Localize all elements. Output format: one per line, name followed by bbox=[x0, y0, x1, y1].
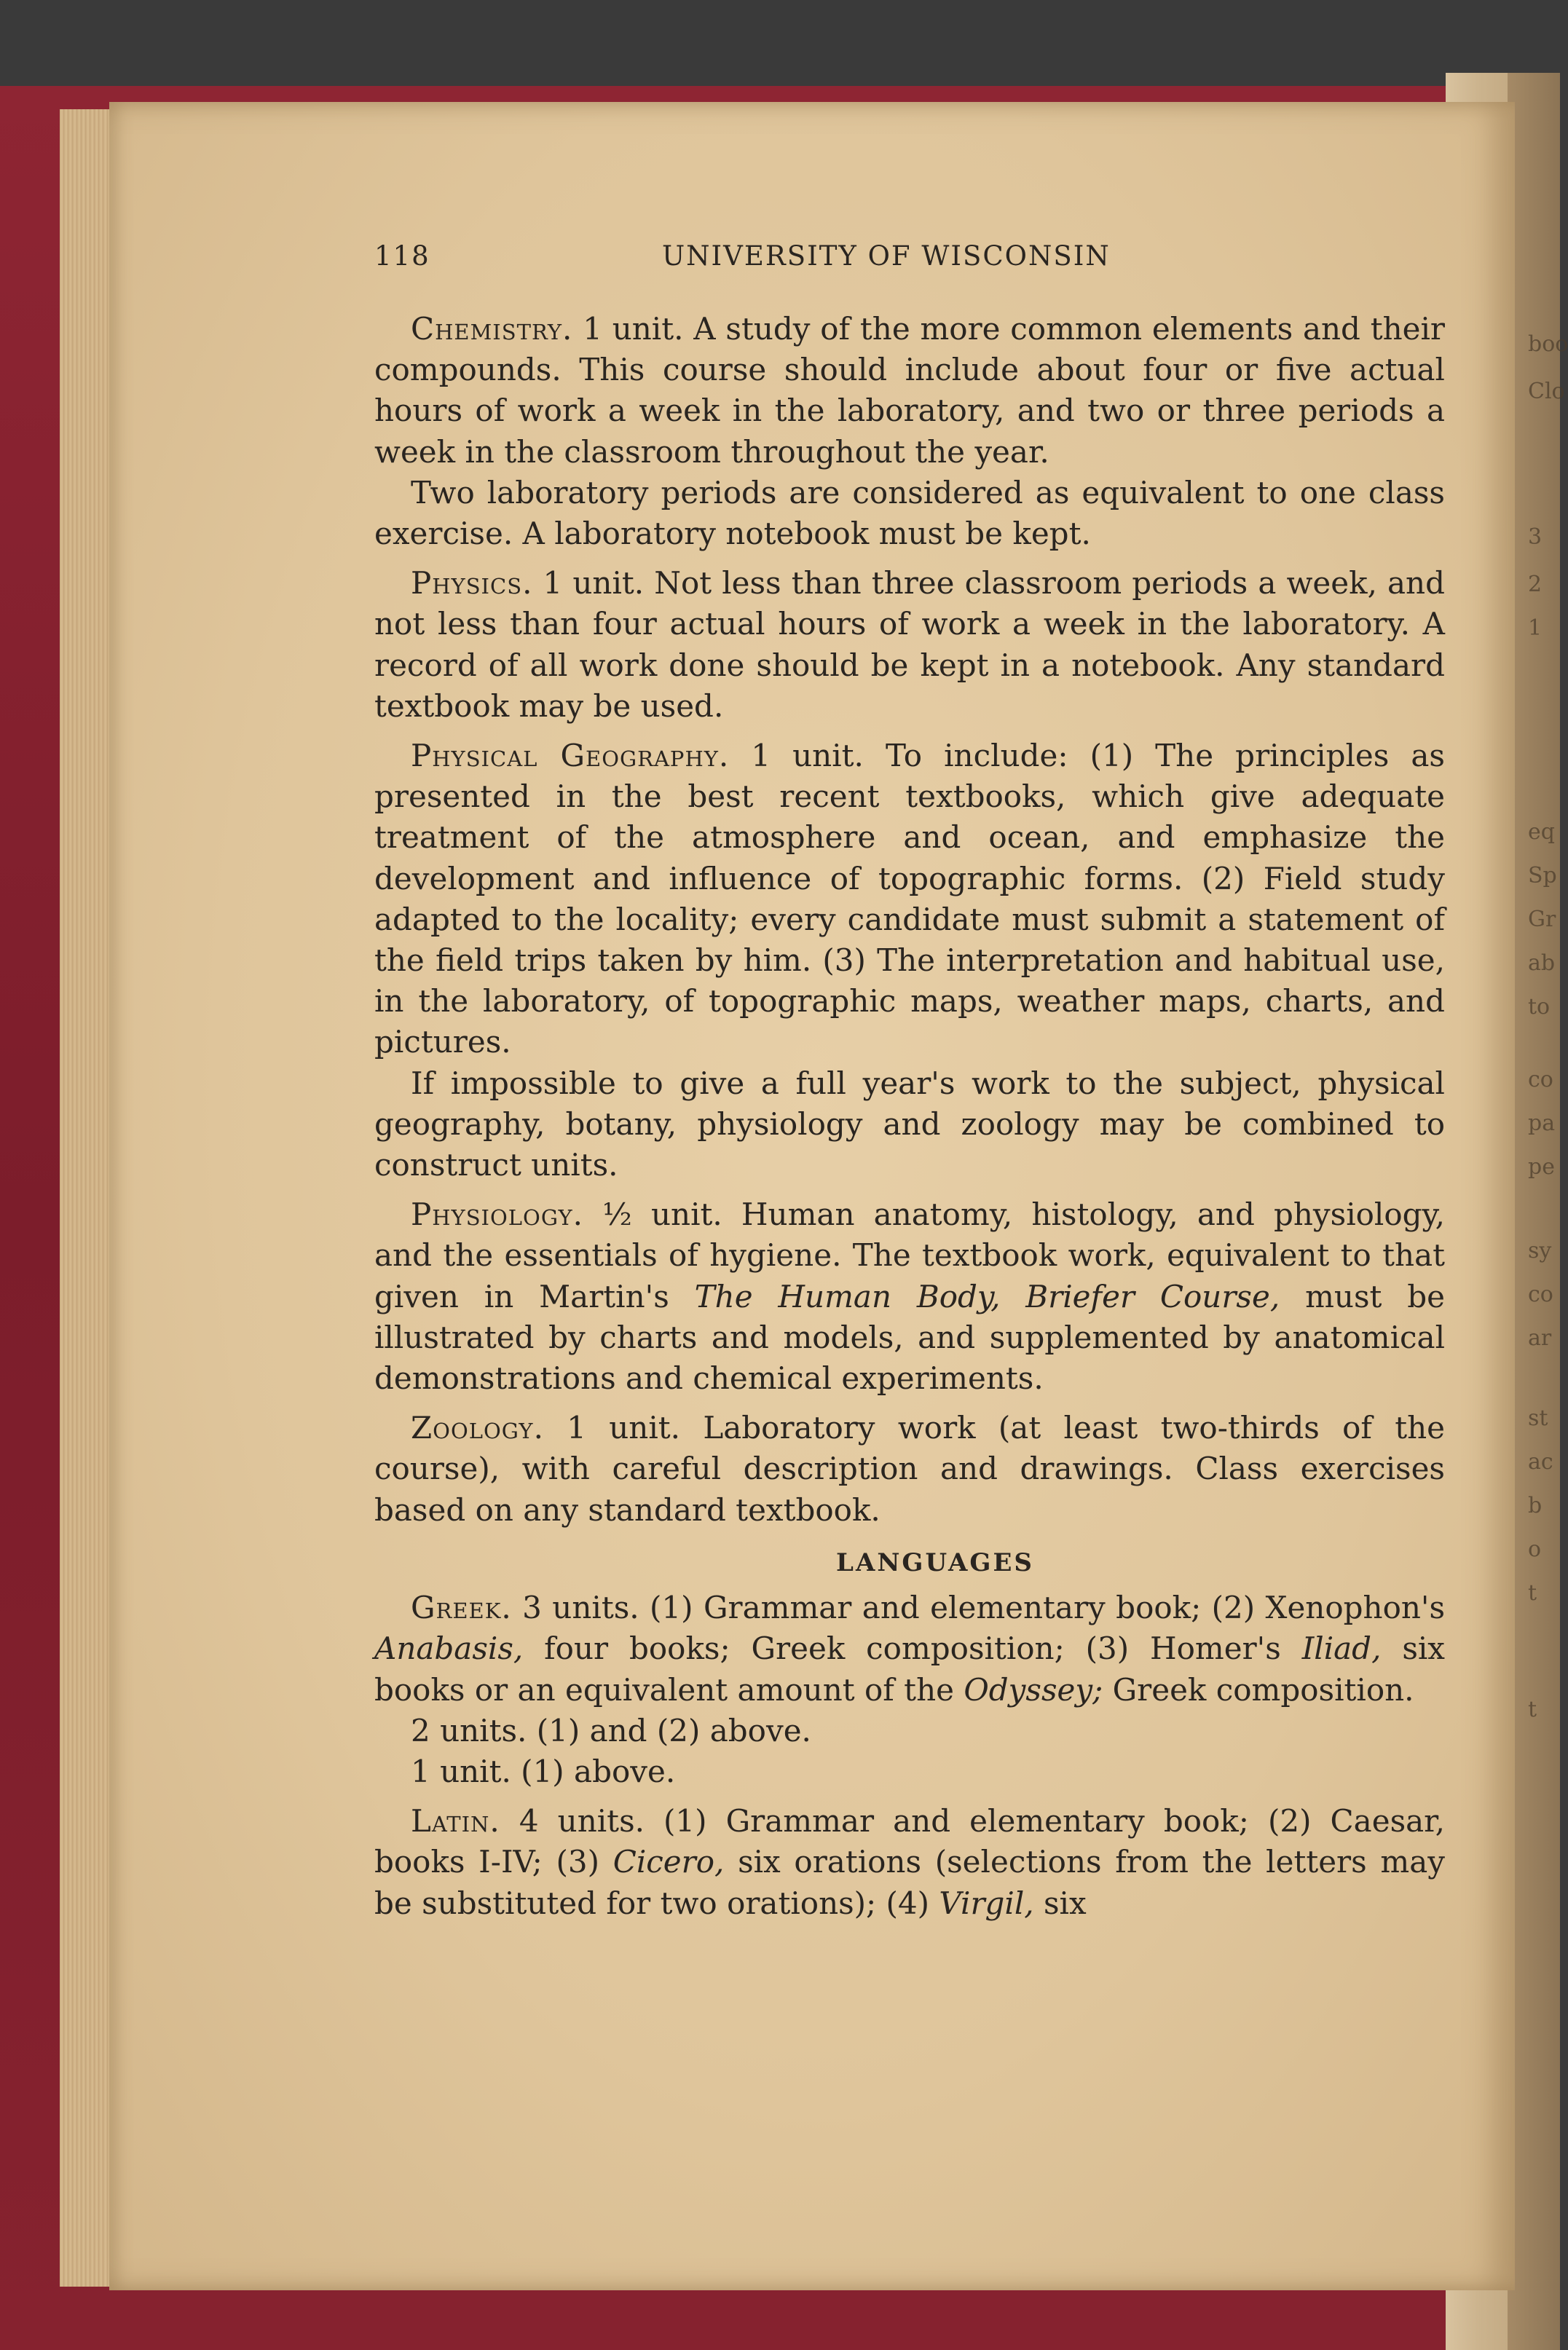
fragment-16: st bbox=[1528, 1405, 1548, 1431]
physical-geography-paragraph bbox=[374, 736, 1445, 1063]
greek-text-c: six books or an equivalent amount of the bbox=[374, 1631, 1445, 1708]
fragment-12: pe bbox=[1528, 1154, 1555, 1180]
greek-odyssey: Odyssey; bbox=[964, 1671, 1103, 1708]
greek-text-a: (1) Grammar and elementary book; (2) Xenophon's bbox=[650, 1590, 1446, 1626]
facing-page-shadow bbox=[1508, 73, 1560, 2350]
physics-text: Not less than three classroom periods a week, and not less than four actual hours of work a week in the laboratory. A record of all work done should be kept in a notebook. Any standard textbook may be used. bbox=[374, 565, 1445, 724]
physiology-heading: Physiology. bbox=[411, 1196, 583, 1233]
latin-heading: Latin. bbox=[411, 1803, 500, 1840]
fragment-17: ac bbox=[1528, 1449, 1553, 1475]
fragment-0: boo bbox=[1528, 331, 1568, 357]
chemistry-paragraph bbox=[374, 309, 1445, 473]
greek-iliad: Iliad, bbox=[1301, 1631, 1382, 1667]
greek-one-unit: 1 unit. (1) above. bbox=[411, 1753, 676, 1789]
fragment-5: eq bbox=[1528, 819, 1555, 845]
physical-geography-units: 1 unit. bbox=[751, 738, 864, 774]
greek-paragraph bbox=[374, 1588, 1445, 1711]
latin-paragraph bbox=[374, 1801, 1445, 1924]
fragment-8: ab bbox=[1528, 950, 1556, 976]
latin-virgil: Virgil, bbox=[939, 1885, 1034, 1921]
physical-geography-note: If impossible to give a full year's work to the subject, physical geography, botany, physiology and zoology may be combined to construct units. bbox=[374, 1065, 1445, 1183]
fragment-14: co bbox=[1528, 1282, 1553, 1307]
page-body bbox=[374, 309, 1445, 1924]
greek-units: 3 units. bbox=[522, 1590, 639, 1626]
page-number: 118 bbox=[374, 240, 430, 272]
latin-text-c: six bbox=[1044, 1885, 1087, 1921]
physics-units: 1 unit. bbox=[543, 565, 645, 602]
fragment-1: Clo bbox=[1528, 379, 1565, 404]
chemistry-units: 1 unit. bbox=[583, 311, 684, 347]
chemistry-note: Two laboratory periods are considered as equivalent to one class exercise. A laboratory notebook must be kept. bbox=[374, 474, 1445, 552]
latin-text-a: (1) Grammar and elementary book; (2) Caesar, books I-IV; (3) bbox=[374, 1803, 1445, 1880]
physics-heading: Physics. bbox=[411, 565, 533, 602]
physical-geography-text: To include: (1) The principles as presented in the best recent textbooks, which give adequate treatment of the atmosphere and ocean, and emphasize the development and influence of topographic forms. (2) Field study adapted to the locality; every candidate must submit a statement of the field trips taken by him. (3) The interpretation and habitual use, in the laboratory, of topographic maps, weather maps, charts, and pictures. bbox=[374, 738, 1445, 1060]
greek-anabasis: Anabasis, bbox=[374, 1631, 524, 1667]
chemistry-text: A study of the more common elements and their compounds. This course should include about four or five actual hours of work a week in the laboratory, and two or three periods a week in the classroom throughout the year. bbox=[374, 311, 1446, 470]
zoology-heading: Zoology. bbox=[411, 1410, 544, 1446]
physiology-units: ½ unit. bbox=[602, 1196, 722, 1233]
zoology-units: 1 unit. bbox=[567, 1410, 681, 1446]
physiology-paragraph bbox=[374, 1194, 1445, 1399]
fragment-10: co bbox=[1528, 1067, 1553, 1092]
languages-heading: LANGUAGES bbox=[836, 1547, 1034, 1577]
latin-cicero: Cicero, bbox=[612, 1844, 725, 1880]
greek-text-d: Greek composition. bbox=[1112, 1671, 1414, 1708]
physiology-text-a: Human anatomy, histology, and physiology, and the essentials of hygiene. The textbook work, equivalent to that given in Martin's bbox=[374, 1196, 1446, 1314]
fragment-2: 3 bbox=[1528, 524, 1543, 550]
greek-heading: Greek. bbox=[411, 1590, 512, 1626]
latin-text-b: six orations (selections from the letters may be substituted for two orations); (4) bbox=[374, 1844, 1445, 1921]
greek-text-b: four books; Greek composition; (3) Homer's bbox=[544, 1631, 1281, 1667]
zoology-paragraph bbox=[374, 1408, 1445, 1531]
fragment-3: 2 bbox=[1528, 572, 1543, 597]
running-header bbox=[374, 240, 1445, 281]
fragment-9: to bbox=[1528, 994, 1551, 1020]
fragment-21: t bbox=[1528, 1697, 1537, 1722]
fragment-20: t bbox=[1528, 1580, 1537, 1606]
fragment-18: b bbox=[1528, 1493, 1543, 1518]
fragment-4: 1 bbox=[1528, 615, 1543, 641]
physiology-text-b: must be illustrated by charts and models, and supplemented by anatomical demonstrations and chemical experiments. bbox=[374, 1278, 1445, 1397]
fragment-19: o bbox=[1528, 1537, 1542, 1562]
greek-two-units: 2 units. (1) and (2) above. bbox=[411, 1712, 811, 1748]
fragment-13: sy bbox=[1528, 1238, 1552, 1263]
fragment-6: Sp bbox=[1528, 863, 1557, 888]
physiology-book-title: The Human Body, Briefer Course, bbox=[694, 1278, 1280, 1314]
physical-geography-heading: Physical Geography. bbox=[411, 738, 730, 774]
latin-units: 4 units. bbox=[519, 1803, 645, 1840]
fragment-11: pa bbox=[1528, 1111, 1556, 1136]
running-title: UNIVERSITY OF WISCONSIN bbox=[662, 240, 1111, 272]
physics-paragraph bbox=[374, 563, 1445, 727]
chemistry-heading: Chemistry. bbox=[411, 311, 573, 347]
fragment-7: Gr bbox=[1528, 907, 1556, 932]
fragment-15: ar bbox=[1528, 1325, 1552, 1351]
zoology-text: Laboratory work (at least two-thirds of the course), with careful description and drawings. Class exercises based on any standard textbook. bbox=[374, 1410, 1445, 1528]
